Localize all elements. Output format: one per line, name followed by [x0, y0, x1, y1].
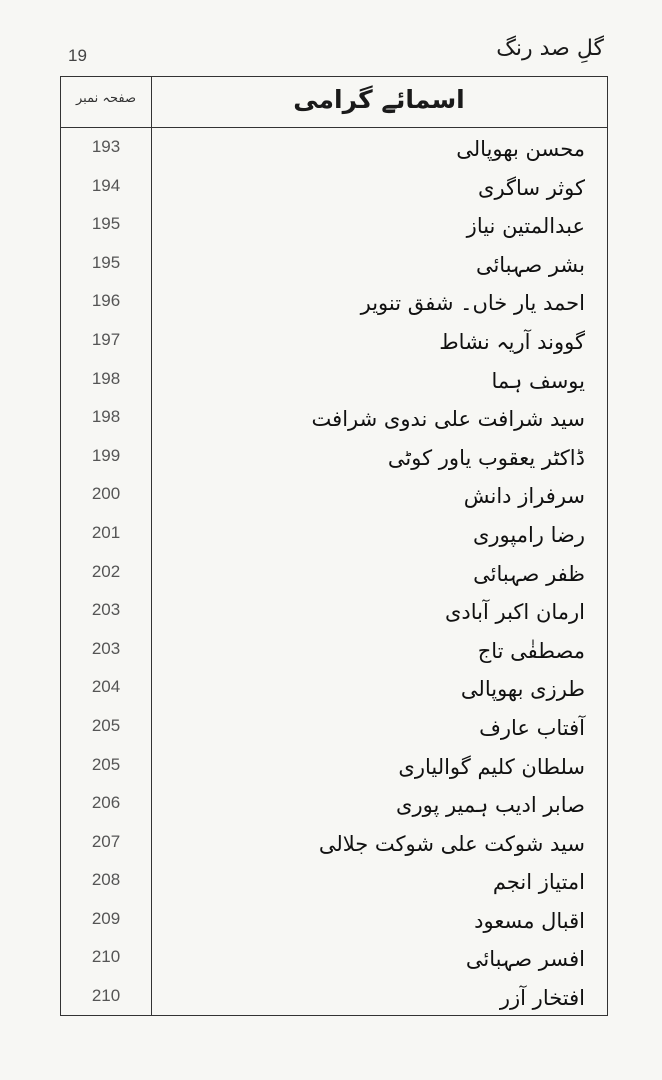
row-page-number: 205 [91, 715, 121, 735]
table-row [61, 939, 607, 978]
row-page-number: 194 [91, 175, 121, 195]
table-row [61, 399, 607, 438]
row-page-number: 197 [91, 329, 121, 349]
row-poet-name: کوثر ساگری [478, 175, 585, 200]
row-poet-name: آفتاب عارف [479, 715, 585, 740]
row-page-number: 204 [91, 677, 121, 697]
table-row [61, 631, 607, 670]
row-poet-name: ڈاکٹر یعقوب یاور کوٹی [387, 445, 585, 470]
table-row [61, 554, 607, 593]
row-poet-name: مصطفٰی تاج [477, 638, 585, 663]
table-row [61, 438, 607, 477]
table-row [61, 592, 607, 631]
table-row [61, 669, 607, 708]
row-page-number: 195 [91, 252, 121, 272]
table-row [61, 901, 607, 940]
row-poet-name: عبدالمتین نیاز [466, 214, 585, 239]
row-poet-name: ارمان اکبر آبادی [444, 600, 585, 625]
row-poet-name: سرفراز دانش [463, 484, 585, 509]
table-row [61, 361, 607, 400]
header-divider [61, 127, 607, 128]
row-page-number: 198 [91, 368, 121, 388]
row-poet-name: سید شوکت علی شوکت جلالی [318, 831, 585, 856]
row-page-number: 199 [91, 445, 121, 465]
column-header-names: اسمائے گرامی [293, 85, 465, 114]
row-page-number: 206 [91, 793, 121, 813]
row-page-number: 198 [91, 407, 121, 427]
row-poet-name: امتیاز انجم [492, 870, 585, 895]
row-poet-name: بشر صہبائی [475, 252, 585, 277]
row-poet-name: محسن بھوپالی [456, 137, 585, 161]
table-row [61, 785, 607, 824]
table-row [61, 322, 607, 361]
table-row [61, 747, 607, 786]
row-page-number: 207 [91, 831, 121, 851]
row-poet-name: احمد یار خاں۔ شفق تنویر [360, 291, 585, 316]
row-poet-name: سید شرافت علی ندوی شرافت [311, 407, 585, 432]
page-number: 19 [68, 46, 87, 65]
table-row [61, 476, 607, 515]
table-row [61, 168, 607, 207]
row-poet-name: اقبال مسعود [474, 908, 585, 933]
book-title: گلِ صد رنگ [496, 36, 604, 61]
row-poet-name: سلطان کلیم گوالیاری [398, 754, 585, 779]
row-page-number: 202 [91, 561, 121, 581]
index-rows [61, 129, 607, 1017]
column-header-page-number: صفحہ نمبر [76, 91, 136, 106]
table-row [61, 824, 607, 863]
table-row [61, 978, 607, 1017]
row-page-number: 196 [91, 291, 121, 311]
table-row [61, 708, 607, 747]
row-page-number: 201 [91, 522, 121, 542]
table-row [61, 515, 607, 554]
index-table [60, 76, 608, 1016]
row-page-number: 210 [91, 947, 121, 967]
table-row [61, 862, 607, 901]
row-page-number: 200 [91, 484, 121, 504]
row-poet-name: افسر صہبائی [465, 947, 585, 972]
row-poet-name: افتخار آزر [499, 986, 585, 1011]
row-poet-name: گووند آریہ نشاط [439, 329, 585, 354]
row-poet-name: یوسف ہما [491, 368, 585, 393]
row-page-number: 193 [91, 137, 121, 156]
row-poet-name: رضا رامپوری [472, 522, 585, 547]
row-page-number: 208 [91, 870, 121, 890]
row-poet-name: ظفر صہبائی [473, 561, 585, 586]
row-poet-name: طرزی بھوپالی [460, 677, 585, 702]
table-row [61, 206, 607, 245]
row-page-number: 205 [91, 754, 121, 774]
table-row [61, 283, 607, 322]
row-page-number: 195 [91, 214, 121, 234]
row-poet-name: صابر ادیب ہمیر پوری [396, 793, 585, 818]
row-page-number: 210 [91, 986, 121, 1006]
table-row [61, 245, 607, 284]
row-page-number: 203 [91, 600, 121, 620]
table-row [61, 129, 607, 168]
row-page-number: 203 [91, 638, 121, 658]
row-page-number: 209 [91, 908, 121, 928]
